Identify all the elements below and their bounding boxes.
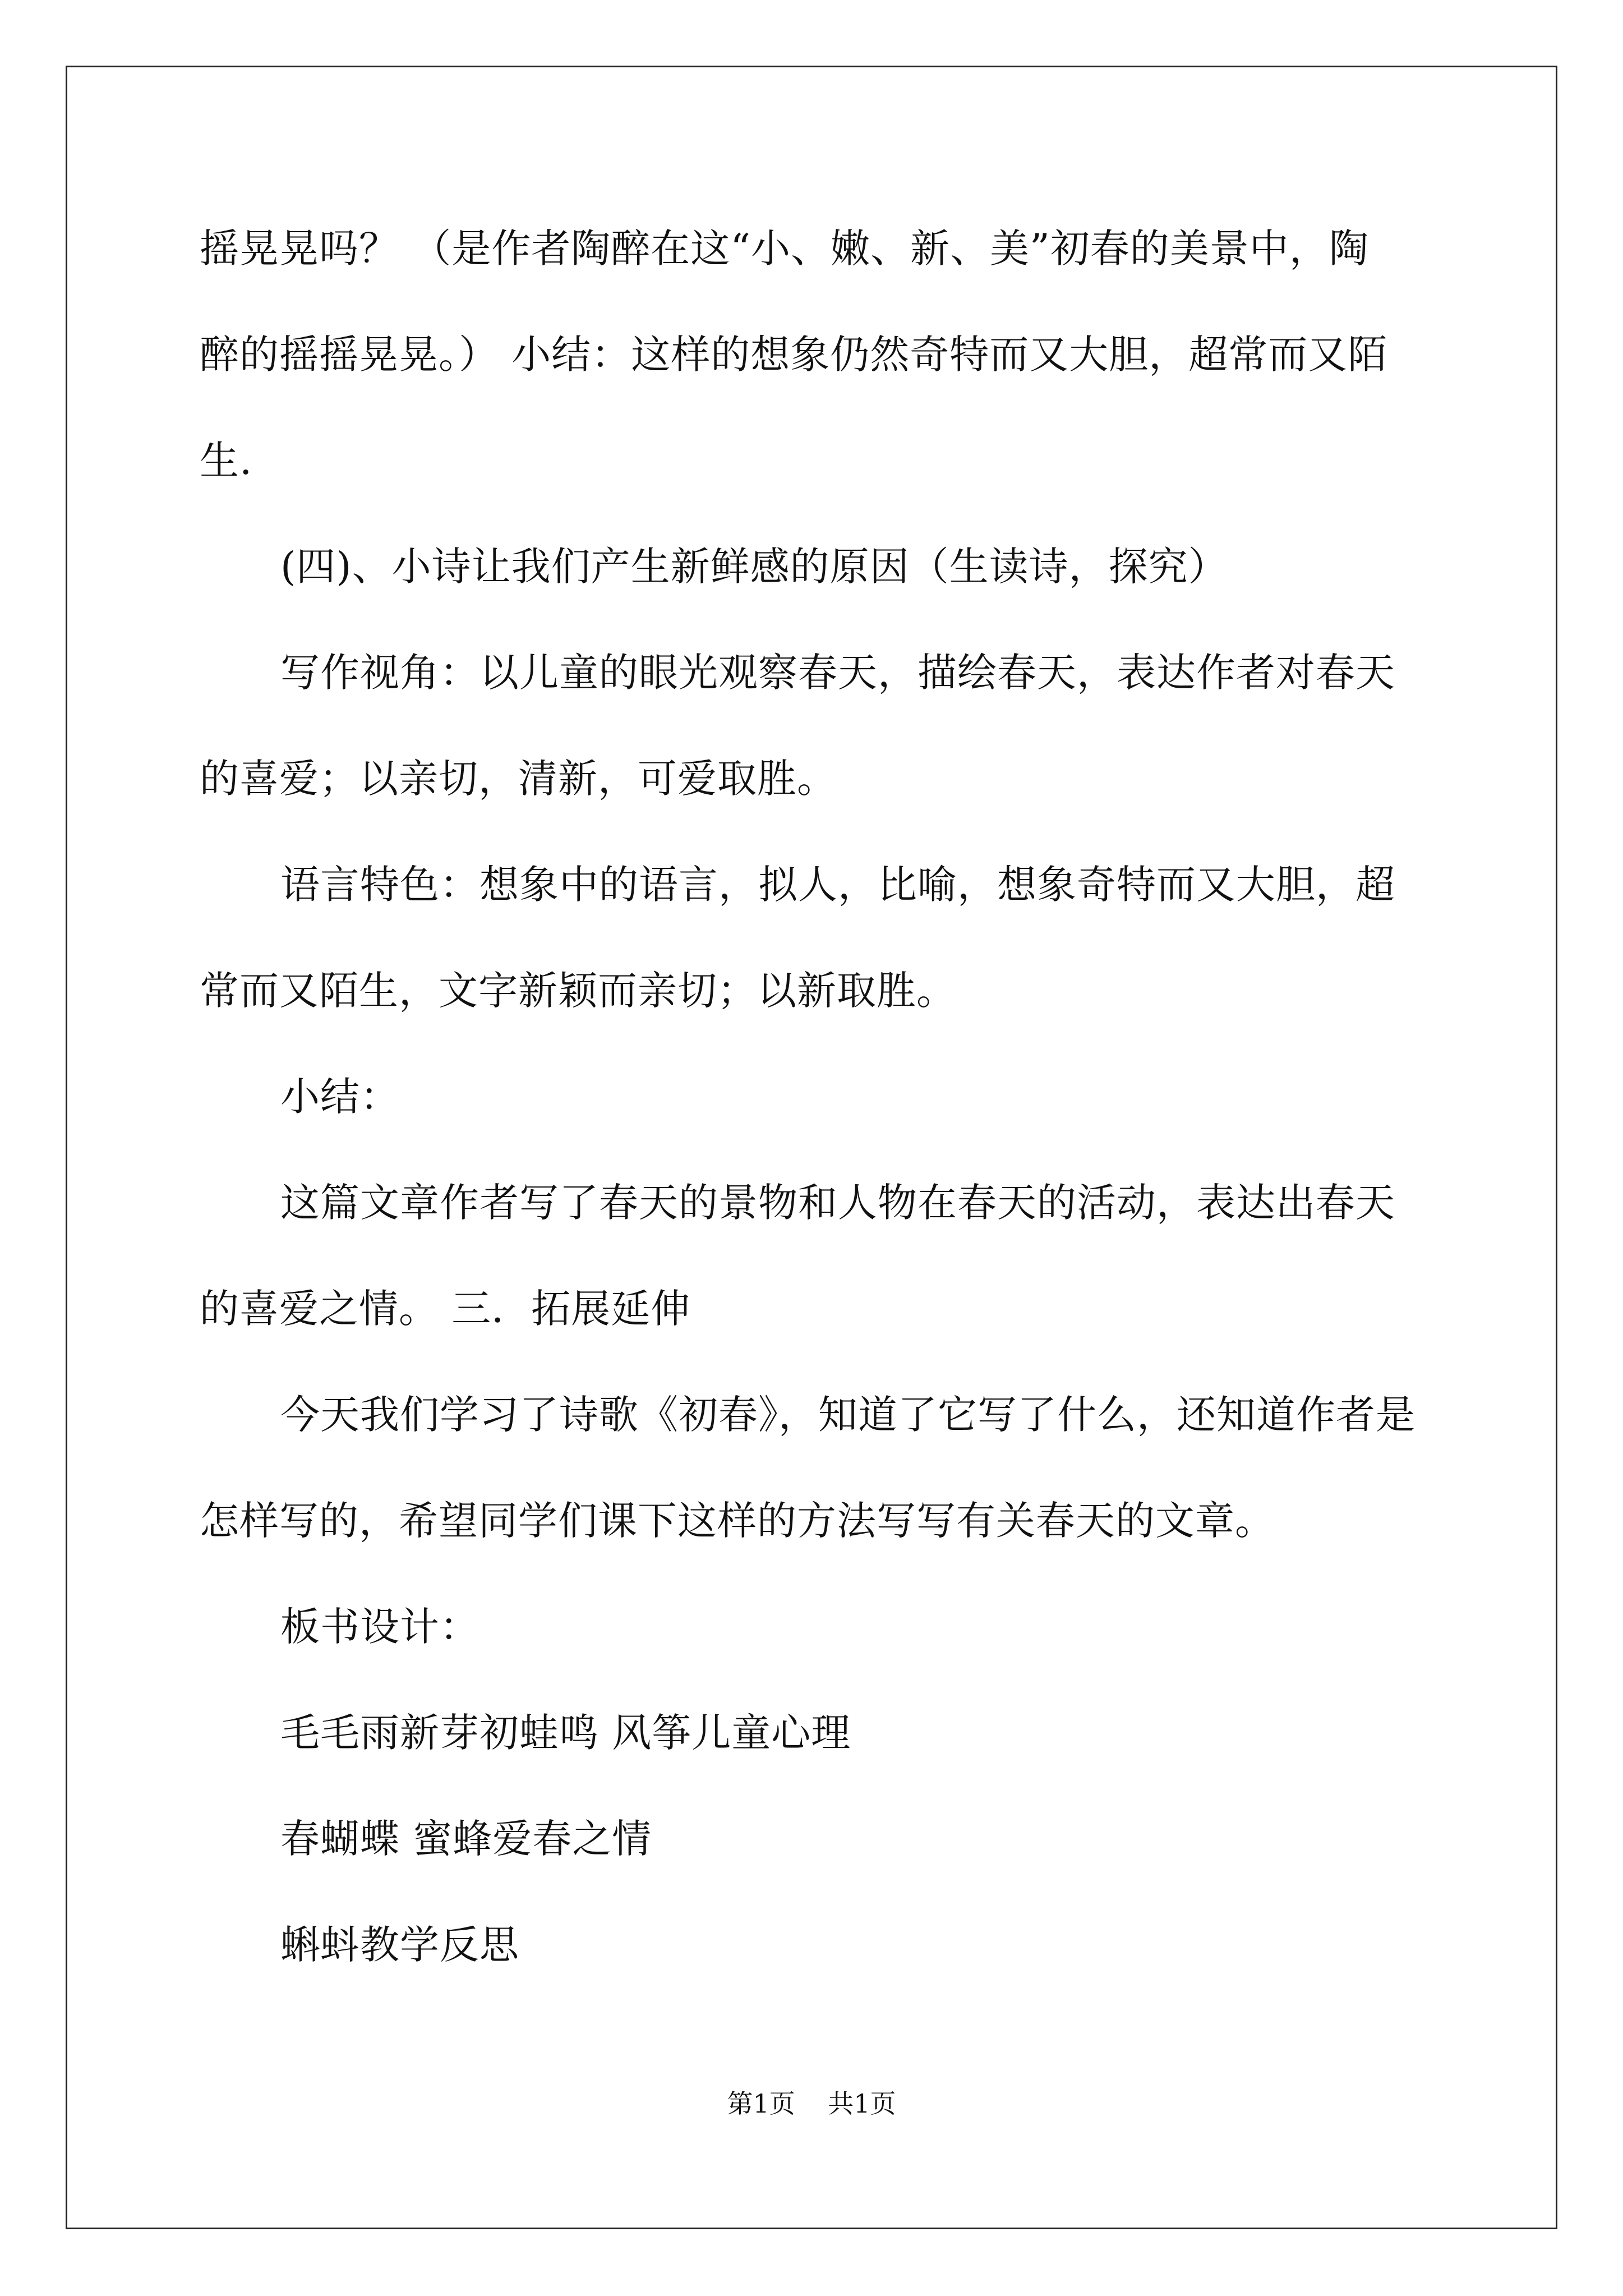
- page-border: [66, 66, 1557, 2229]
- body-line-1: 摇晃晃吗？ （是作者陶醉在这“小、嫩、新、美”初春的美景中，陶: [200, 226, 1369, 272]
- body-line-6: 的喜爱；以亲切，清新，可爱取胜。: [200, 756, 837, 802]
- page-total: 共1页: [828, 2088, 896, 2119]
- body-line-10: 这篇文章作者写了春天的景物和人物在春天的活动，表达出春天: [280, 1180, 1395, 1226]
- board-design-row-1: 毛毛雨新芽初蛙鸣 风筝儿童心理: [280, 1710, 851, 1756]
- body-line-3: 生.: [200, 438, 253, 484]
- body-line-5: 写作视角：以儿童的眼光观察春天，描绘春天，表达作者对春天: [280, 650, 1395, 696]
- body-line-7: 语言特色：想象中的语言，拟人，比喻，想象奇特而又大胆，超: [280, 862, 1395, 908]
- board-design-row-2: 春蝴蝶 蜜蜂爱春之情: [280, 1816, 652, 1862]
- body-line-12: 今天我们学习了诗歌《初春》，知道了它写了什么，还知道作者是: [280, 1392, 1415, 1438]
- summary-label: 小结：: [280, 1074, 400, 1120]
- body-line-2: 醉的摇摇晃晃。） 小结：这样的想象仍然奇特而又大胆，超常而又陌: [200, 332, 1388, 378]
- board-design-label: 板书设计：: [280, 1604, 479, 1650]
- body-line-8: 常而又陌生，文字新颖而亲切；以新取胜。: [200, 968, 956, 1014]
- body-line-11: 的喜爱之情。 三．拓展延伸: [200, 1286, 691, 1332]
- page-footer: [0, 2087, 1623, 2120]
- page-number: 第1页: [727, 2088, 795, 2119]
- section-heading: (四)、小诗让我们产生新鲜感的原因（生读诗，探究）: [280, 544, 1228, 590]
- body-line-13: 怎样写的，希望同学们课下这样的方法写写有关春天的文章。: [200, 1498, 1275, 1544]
- reflection-heading: 蝌蚪教学反思: [280, 1922, 519, 1968]
